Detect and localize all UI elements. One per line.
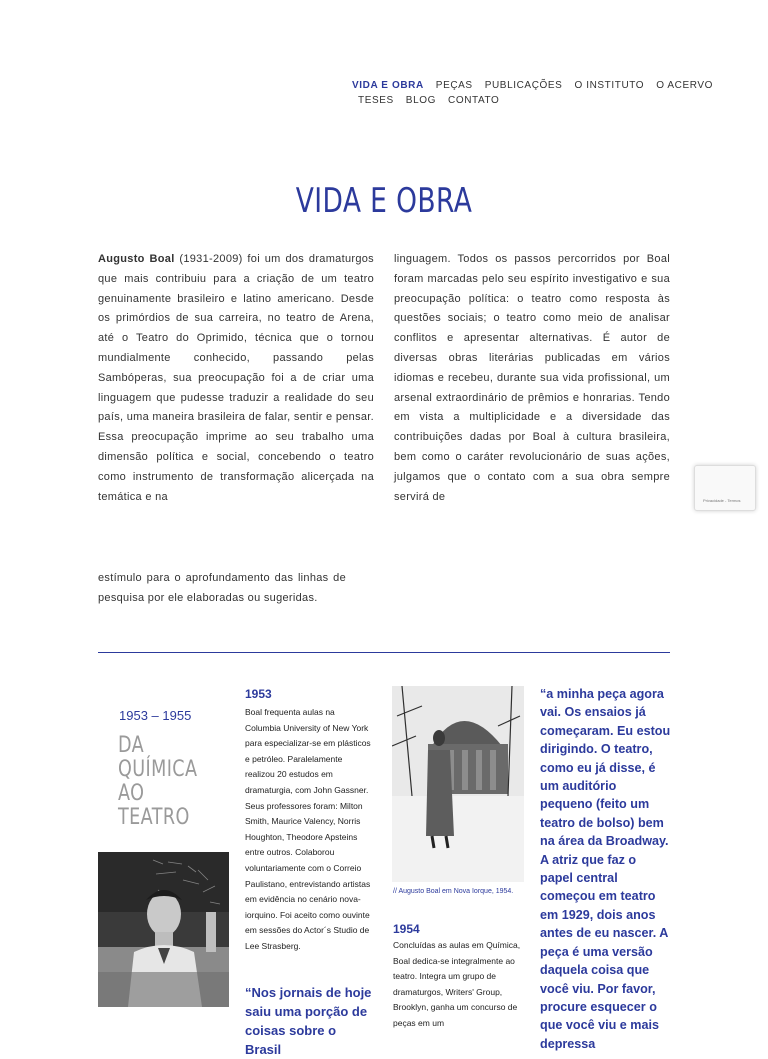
recaptcha-label[interactable]: Privacidade - Termos	[703, 498, 741, 503]
page-title: VIDA E OBRA	[295, 181, 473, 221]
nav-row-2	[352, 93, 672, 108]
photo-boal-new-york	[392, 686, 524, 882]
intro-column-1-text: (1931-2009) foi um dos dramaturgos que mais contribuiu para a criação de um teatro genuinamente brasileiro e latino americano. Desde os primórdios de sua carreira, no teatro de Arena, até o Teatro do Oprimido, técnica que o tornou mundialmente conhecido, passando pelas Sambóperas, sua preocupação foi a de criar uma linguagem que pudesse traduzir a realidade do seu país, uma maneira brasileira de falar, sentir e pensar. Essa preocupação imprime ao seu trabalho uma dimensão política e social, concebendo o teatro como instrumento de transformação alicerçada na temática e na	[98, 253, 374, 503]
nav-item-o-instituto[interactable]: O INSTITUTO	[574, 80, 645, 91]
intro-author-name: Augusto Boal	[98, 253, 175, 265]
nav-item-vida-e-obra[interactable]: VIDA E OBRA	[352, 80, 424, 91]
photo-boal-laboratory	[98, 852, 229, 1007]
section-divider	[98, 652, 670, 653]
photo-caption: // Augusto Boal em Nova Iorque, 1954.	[393, 888, 514, 895]
year-1954: 1954	[393, 922, 420, 936]
intro-column-3: estímulo para o aprofundamento das linhas de pesquisa por ele elaboradas ou sugeridas.	[98, 572, 346, 604]
recaptcha-badge[interactable]	[694, 465, 756, 511]
nav-item-teses[interactable]: TESES	[358, 95, 394, 106]
timeline-period: 1953 – 1955	[119, 708, 192, 723]
year-1953: 1953	[245, 687, 272, 701]
nav-item-contato[interactable]: CONTATO	[448, 95, 500, 106]
text-1953: Boal frequenta aulas na Columbia University of New York para especializar-se em plásticos e petróleo. Paralelamente realizou 20 estudos em dramaturgia, com John Gassner. Seus professores foram: Milton Smith, Maurice Valency, Norris Houghton, Theodore Apsteins entre outros. Colaborou voluntariamente com o Correio Paulistano, entrevistando artistas em evidência no cenário nova-iorquino. Foi aceito como ouvinte em sessões do Actor´s Studio de Lee Strasberg.	[245, 707, 371, 951]
photo-boal-laboratory-image	[98, 852, 229, 1007]
quote-left: “Nos jornais de hoje saiu uma porção de coisas sobre o Brasil	[245, 985, 372, 1057]
main-nav	[352, 78, 714, 108]
nav-item-pecas[interactable]: PEÇAS	[435, 80, 473, 91]
nav-item-o-acervo[interactable]: O ACERVO	[656, 80, 714, 91]
text-1954: Concluídas as aulas em Química, Boal dedica-se integralmente ao teatro. Integra um grupo de dramaturgos, Writers' Group, Brooklyn, ganha um concurso de peças em um	[393, 940, 521, 1028]
nav-item-blog[interactable]: BLOG	[405, 95, 436, 106]
timeline-heading: DA QUÍMICA AO TEATRO	[118, 733, 198, 830]
nav-item-publicacoes[interactable]: PUBLICAÇÕES	[484, 80, 563, 91]
intro-column-2: linguagem. Todos os passos percorridos por Boal foram marcadas pelo seu espírito investigativo e sua preocupação política: o teatro como resposta às questões sociais; o teatro como meio de analisar conflitos e apresentar alternativas. É autor de diversas obras literárias publicadas em vários idiomas e recebeu, durante sua vida profissional, um arsenal extraordinário de prêmios e honrarias. Tendo em vista a multiplicidade e a diversidade das contribuições dadas por Boal à cultura brasileira, bem como o caráter revolucionário de suas ações, julgamos que o contato com a sua obra sempre servirá de	[394, 253, 670, 503]
intro-column-1	[98, 250, 374, 507]
photo-boal-new-york-image	[392, 686, 524, 882]
nav-row-1	[352, 78, 714, 93]
quote-right: “a minha peça agora vai. Os ensaios já começaram. Eu estou dirigindo. O teatro, como eu já disse, é um auditório pequeno (feito um teatro de bolso) bem na área da Broadway. A atriz que faz o papel central começou em teatro em 1929, dois anos antes de eu nascer. A peça é uma versão daquela coisa que você viu. Por favor, procure esquecer o que você viu e mais depressa	[540, 687, 671, 1051]
